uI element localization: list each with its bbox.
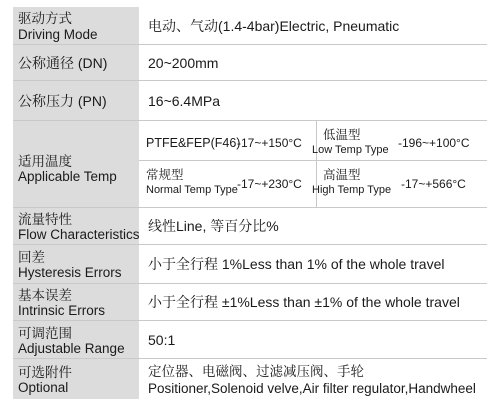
value-text: 16~6.4MPa: [148, 92, 220, 109]
value-text: 20~200mm: [148, 54, 219, 71]
value-text: 小于全行程 ±1%Less than ±1% of the whole travel: [148, 294, 460, 310]
row-nominal-diameter: [13, 45, 487, 81]
value-text: 小于全行程 1%Less than 1% of the whole travel: [148, 256, 445, 272]
label-cell: [13, 359, 139, 399]
label-cn: 基本误差: [18, 288, 72, 303]
label-cell: [13, 284, 139, 320]
label-cn: 驱动方式: [18, 11, 72, 26]
temp-normal-cn: 常规型: [146, 168, 184, 182]
row-nominal-pressure: [13, 81, 487, 121]
row-hysteresis-errors: [13, 245, 487, 284]
row-applicable-temp: [13, 121, 487, 208]
label-en: Hysteresis Errors: [18, 265, 122, 280]
row-driving-mode: [13, 7, 487, 45]
label-en: Intrinsic Errors: [18, 303, 106, 318]
temp-low-range: -196~+100°C: [398, 136, 470, 150]
value-text: 电动、气动(1.4-4bar)Electric, Pneumatic: [148, 17, 400, 34]
temp-high-en: High Temp Type: [312, 184, 392, 196]
label-text: 公称压力 (PN): [18, 92, 107, 109]
temp-normal-en: Normal Temp Type: [146, 184, 238, 196]
value-cn: 定位器、电磁阀、过滤减压阀、手轮: [148, 364, 364, 379]
row-flow-characteristics: [13, 208, 487, 245]
label-cell: [13, 245, 139, 283]
label-cell: [13, 7, 139, 44]
label-cell: [13, 321, 139, 358]
temp-normal-range: -17~+230°C: [237, 177, 302, 191]
label-cn: 可选附件: [18, 365, 72, 380]
row-optional: [13, 359, 487, 399]
label-cell: [13, 81, 139, 120]
temp-high-cn: 高温型: [323, 168, 361, 182]
label-cell: [13, 121, 139, 207]
label-cn: 流量特性: [18, 212, 72, 227]
temp-ptfe-range: -17~+150°C: [237, 136, 302, 150]
label-cn: 可调范围: [18, 326, 72, 341]
label-en: Optional: [18, 380, 69, 395]
temp-high-range: -17~+566°C: [401, 177, 466, 191]
value-en: Positioner,Solenoid velve,Air filter regulator,Handwheel: [148, 381, 476, 396]
value-text: 线性Line, 等百分比%: [148, 218, 279, 234]
temp-low-en: Low Temp Type: [312, 144, 389, 156]
label-en: Flow Characteristics: [18, 227, 140, 242]
temp-low-cn: 低温型: [323, 128, 361, 142]
value-text: 50:1: [148, 331, 176, 348]
label-cn: 回差: [18, 250, 45, 265]
label-cn: 适用温度: [18, 154, 72, 169]
label-cell: [13, 45, 139, 80]
temp-ptfe-name: PTFE&FEP(F46): [146, 136, 241, 150]
label-en: Adjustable Range: [18, 341, 125, 356]
row-adjustable-range: [13, 321, 487, 359]
row-divider: [139, 160, 487, 161]
label-text: 公称通径 (DN): [18, 54, 108, 71]
label-en: Driving Mode: [18, 27, 98, 42]
row-intrinsic-errors: [13, 284, 487, 321]
label-cell: [13, 208, 139, 244]
label-en: Applicable Temp: [18, 169, 117, 184]
